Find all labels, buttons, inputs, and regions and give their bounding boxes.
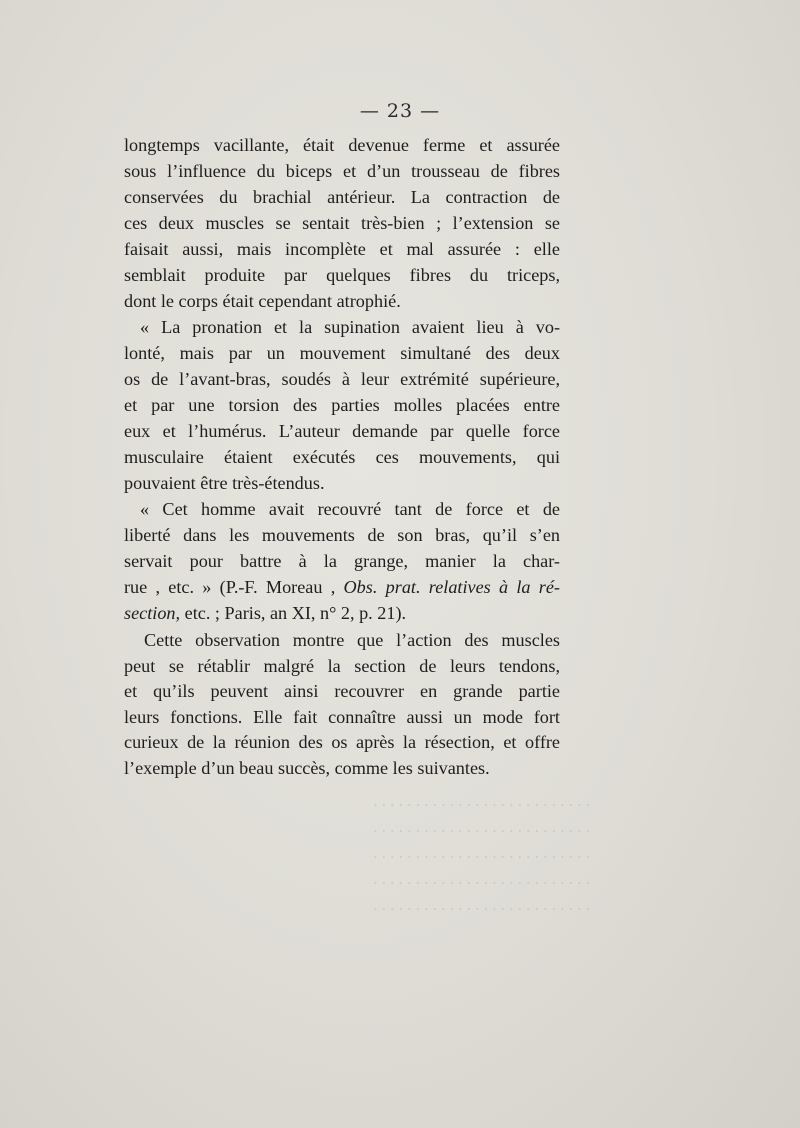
paragraph-pronation — [124, 314, 560, 496]
text-line: semblait produite par quelques fibres du triceps, — [124, 265, 560, 285]
citation-title: section, — [124, 603, 181, 623]
page-number: — 23 — — [359, 100, 441, 122]
text-line: l’exemple d’un beau succès, comme les suivantes. — [124, 757, 490, 778]
text-line — [124, 574, 560, 600]
text-line: lonté, mais par un mouvement simultané des deux — [124, 343, 560, 363]
text-line: « Cet homme avait recouvré tant de force et de — [140, 499, 560, 519]
body-text-lower — [124, 628, 560, 781]
text-line: longtemps vacillante, était devenue ferme et assurée — [124, 135, 560, 155]
text-line: sous l’influence du biceps et d’un trousseau de fibres — [124, 161, 560, 181]
text-line: os de l’avant-bras, soudés à leur extrémité supérieure, — [124, 369, 560, 389]
text-line: et qu’ils peuvent ainsi recouvrer en grande partie — [124, 681, 560, 701]
citation-title: Obs. prat. relatives à la ré- — [343, 577, 560, 597]
text-line: peut se rétablir malgré la section de leurs tendons, — [124, 655, 560, 676]
paragraph-quotation-end — [124, 496, 560, 626]
text-line — [124, 600, 560, 626]
text-line: faisait aussi, mais incomplète et mal assurée : elle — [124, 239, 560, 259]
text-line: ces deux muscles se sentait très-bien ; l’extension se — [124, 213, 560, 233]
text-line: Cette observation montre que l’action des muscles — [144, 630, 560, 650]
text-line: et par une torsion des parties molles placées entre — [124, 395, 560, 415]
text-line: liberté dans les mouvements de son bras, qu’il s’en — [124, 525, 560, 545]
text-line: servait pour battre à la grange, manier la char- — [124, 551, 560, 571]
citation-details: etc. ; Paris, an XI, n° 2, p. 21). — [180, 603, 407, 623]
text-line: leurs fonctions. Elle fait connaître aussi un mode fort — [124, 706, 560, 727]
text-line: eux et l’humérus. L’auteur demande par quelle force — [124, 421, 560, 441]
text-line: musculaire étaient exécutés ces mouvements, qui — [124, 447, 560, 467]
paragraph-continuation — [124, 132, 560, 314]
text-line: curieux de la réunion des os après la résection, et offre — [124, 732, 560, 752]
text-segment: rue , etc. » (P.-F. Moreau , — [124, 577, 344, 597]
text-line: pouvaient être très-étendus. — [124, 473, 325, 493]
body-text-upper — [124, 132, 560, 626]
paragraph-observation — [124, 628, 560, 781]
text-line: conservées du brachial antérieur. La contraction de — [124, 187, 560, 207]
show-through-text: . . . . . . . . . . . . . . . . . . . . . . . . . . . . . . . . . . . . . . . . . . . . . . . . . . . . . . . . . . . . . . . . . . . . . . . . . . . . . . . . . . . . . . . . . . . . . . . . . . . . . . . . . . . . . . . . . . . . . . . . . . . . . . . . . . — [373, 791, 590, 914]
text-line: « La pronation et la supination avaient lieu à vo- — [140, 317, 560, 337]
text-line: dont le corps était cependant atrophié. — [124, 291, 401, 311]
